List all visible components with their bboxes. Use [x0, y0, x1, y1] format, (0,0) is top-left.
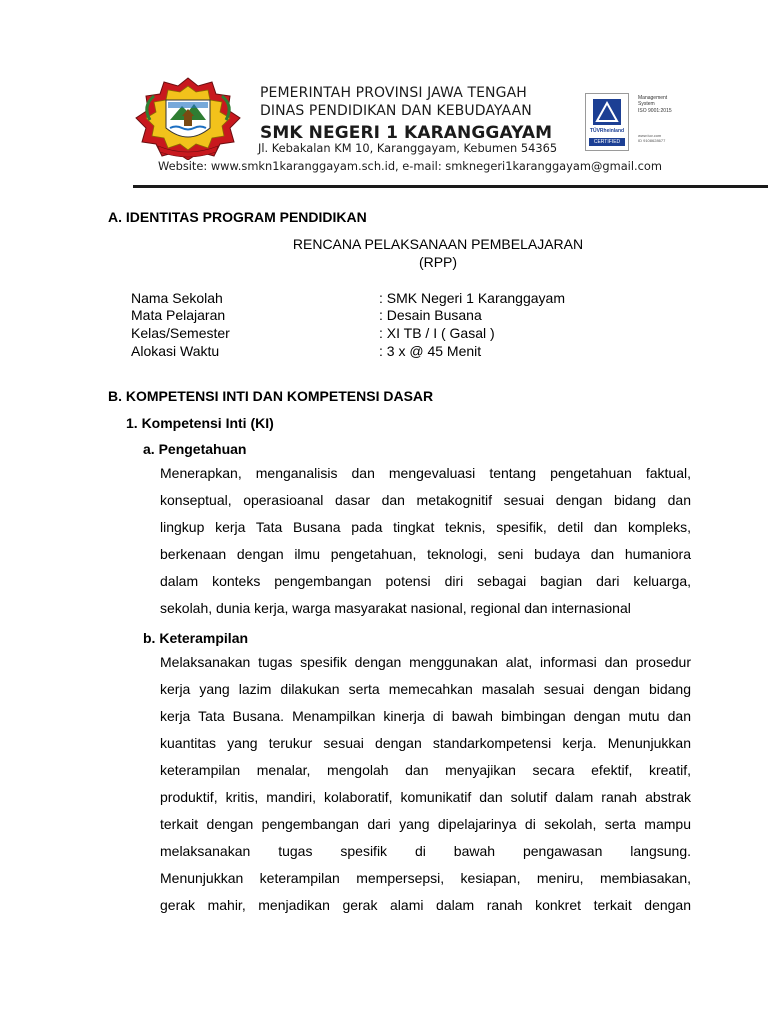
field-label-subject: Mata Pelajaran [131, 307, 226, 323]
province-emblem-logo [132, 76, 244, 160]
paragraph-line: terkait dengan pengembangan dari yang dipelajarinya di sekolah, serta mampu [160, 816, 691, 832]
paragraph-line: Menerapkan, menganalisis dan mengevaluasi tentang pengetahuan faktual, [160, 465, 691, 481]
paragraph-line: produktif, kritis, mandiri, kolaboratif, komunikatif dan solutif dalam ranah abstrak [160, 789, 691, 805]
tuv-triangle-icon [593, 99, 621, 125]
letterhead-department: DINAS PENDIDIKAN DAN KEBUDAYAAN [260, 103, 532, 119]
section-a-heading: A. IDENTITAS PROGRAM PENDIDIKAN [108, 209, 367, 225]
letterhead-heading [260, 84, 552, 146]
skills-paragraph [160, 649, 691, 919]
paragraph-line: lingkup kerja Tata Busana pada tingkat teknis, spesifik, detil dan kompleks, [160, 519, 691, 535]
paragraph-line: dalam konteks pengembangan potensi diri sebagai bagian dari keluarga, [160, 573, 691, 589]
paragraph-line: Melaksanakan tugas spesifik dengan menggunakan alat, informasi dan prosedur [160, 654, 691, 670]
letterhead-divider [133, 185, 768, 188]
subsection-knowledge-title: a. Pengetahuan [143, 441, 247, 457]
certified-label: CERTIFIED [589, 138, 625, 146]
paragraph-line: konseptual, operasioanal dasar dan metakognitif sesuai dengan bidang dan [160, 492, 691, 508]
paragraph-line: kerja Tata Busana. Menampilkan kinerja di bawah bimbingan dengan mutu dan [160, 708, 691, 724]
paragraph-line: gerak mahir, menjadikan gerak alami dalam ranah konkret terkait dengan [160, 897, 691, 913]
cert-id: ID 9108628677 [638, 138, 666, 143]
cert-label-1: Management [638, 95, 668, 101]
field-label-time: Alokasi Waktu [131, 343, 220, 359]
iso-certification-badge [585, 93, 675, 151]
paragraph-line: berkenaan dengan ilmu pengetahuan, teknologi, seni budaya dan humaniora [160, 546, 691, 562]
field-value-time: : 3 x @ 45 Menit [379, 343, 482, 359]
document-title: RENCANA PELAKSANAAN PEMBELAJARAN [292, 236, 584, 252]
cert-label-2: System [638, 101, 655, 108]
letterhead-address: Jl. Kebakalan KM 10, Karanggayam, Kebumen 54365 [258, 141, 558, 155]
cert-description [638, 95, 672, 114]
paragraph-line: melaksanakan tugas spesifik di bawah pengawasan langsung. [160, 843, 691, 859]
tuv-logo-icon [585, 93, 629, 151]
paragraph-line: sekolah, dunia kerja, warga masyarakat nasional, regional dan internasional [160, 600, 631, 616]
letterhead-government: PEMERINTAH PROVINSI JAWA TENGAH [260, 85, 527, 101]
field-label-class: Kelas/Semester [131, 325, 230, 341]
field-value-class: : XI TB / I ( Gasal ) [379, 325, 495, 341]
field-label-school: Nama Sekolah [131, 290, 223, 306]
document-subtitle: (RPP) [418, 254, 458, 270]
paragraph-line: kuantitas yang terukur sesuai dengan standarkompetensi kerja. Menunjukkan [160, 735, 691, 751]
letterhead-school-name: SMK NEGERI 1 KARANGGAYAM [260, 123, 553, 143]
field-value-school: : SMK Negeri 1 Karanggayam [379, 290, 565, 306]
paragraph-line: Menunjukkan keterampilan mempersepsi, kesiapan, meniru, membiasakan, [160, 870, 691, 886]
knowledge-paragraph [160, 460, 691, 622]
field-value-subject: : Desain Busana [379, 307, 482, 323]
subsection-skills-title: b. Keterampilan [143, 630, 249, 646]
letterhead-website: Website: www.smkn1karanggayam.sch.id, e-mail: smknegeri1karanggayam@gmail.com [158, 159, 662, 173]
paragraph-line: keterampilan menalar, mengolah dan menyajikan secara efektif, kreatif, [160, 762, 691, 778]
tuv-brand-text: TÜVRheinland [589, 128, 625, 134]
section-b-heading: B. KOMPETENSI INTI DAN KOMPETENSI DASAR [108, 388, 434, 404]
cert-label-3: ISO 9001:2015 [638, 107, 672, 114]
subsection-core-competence: 1. Kompetensi Inti (KI) [126, 415, 274, 431]
paragraph-line: kerja yang lazim dilakukan serta memecahkan masalah sesuai dengan bidang [160, 681, 691, 697]
cert-footnote [638, 133, 665, 143]
cert-url: www.tuv.com [638, 133, 662, 138]
